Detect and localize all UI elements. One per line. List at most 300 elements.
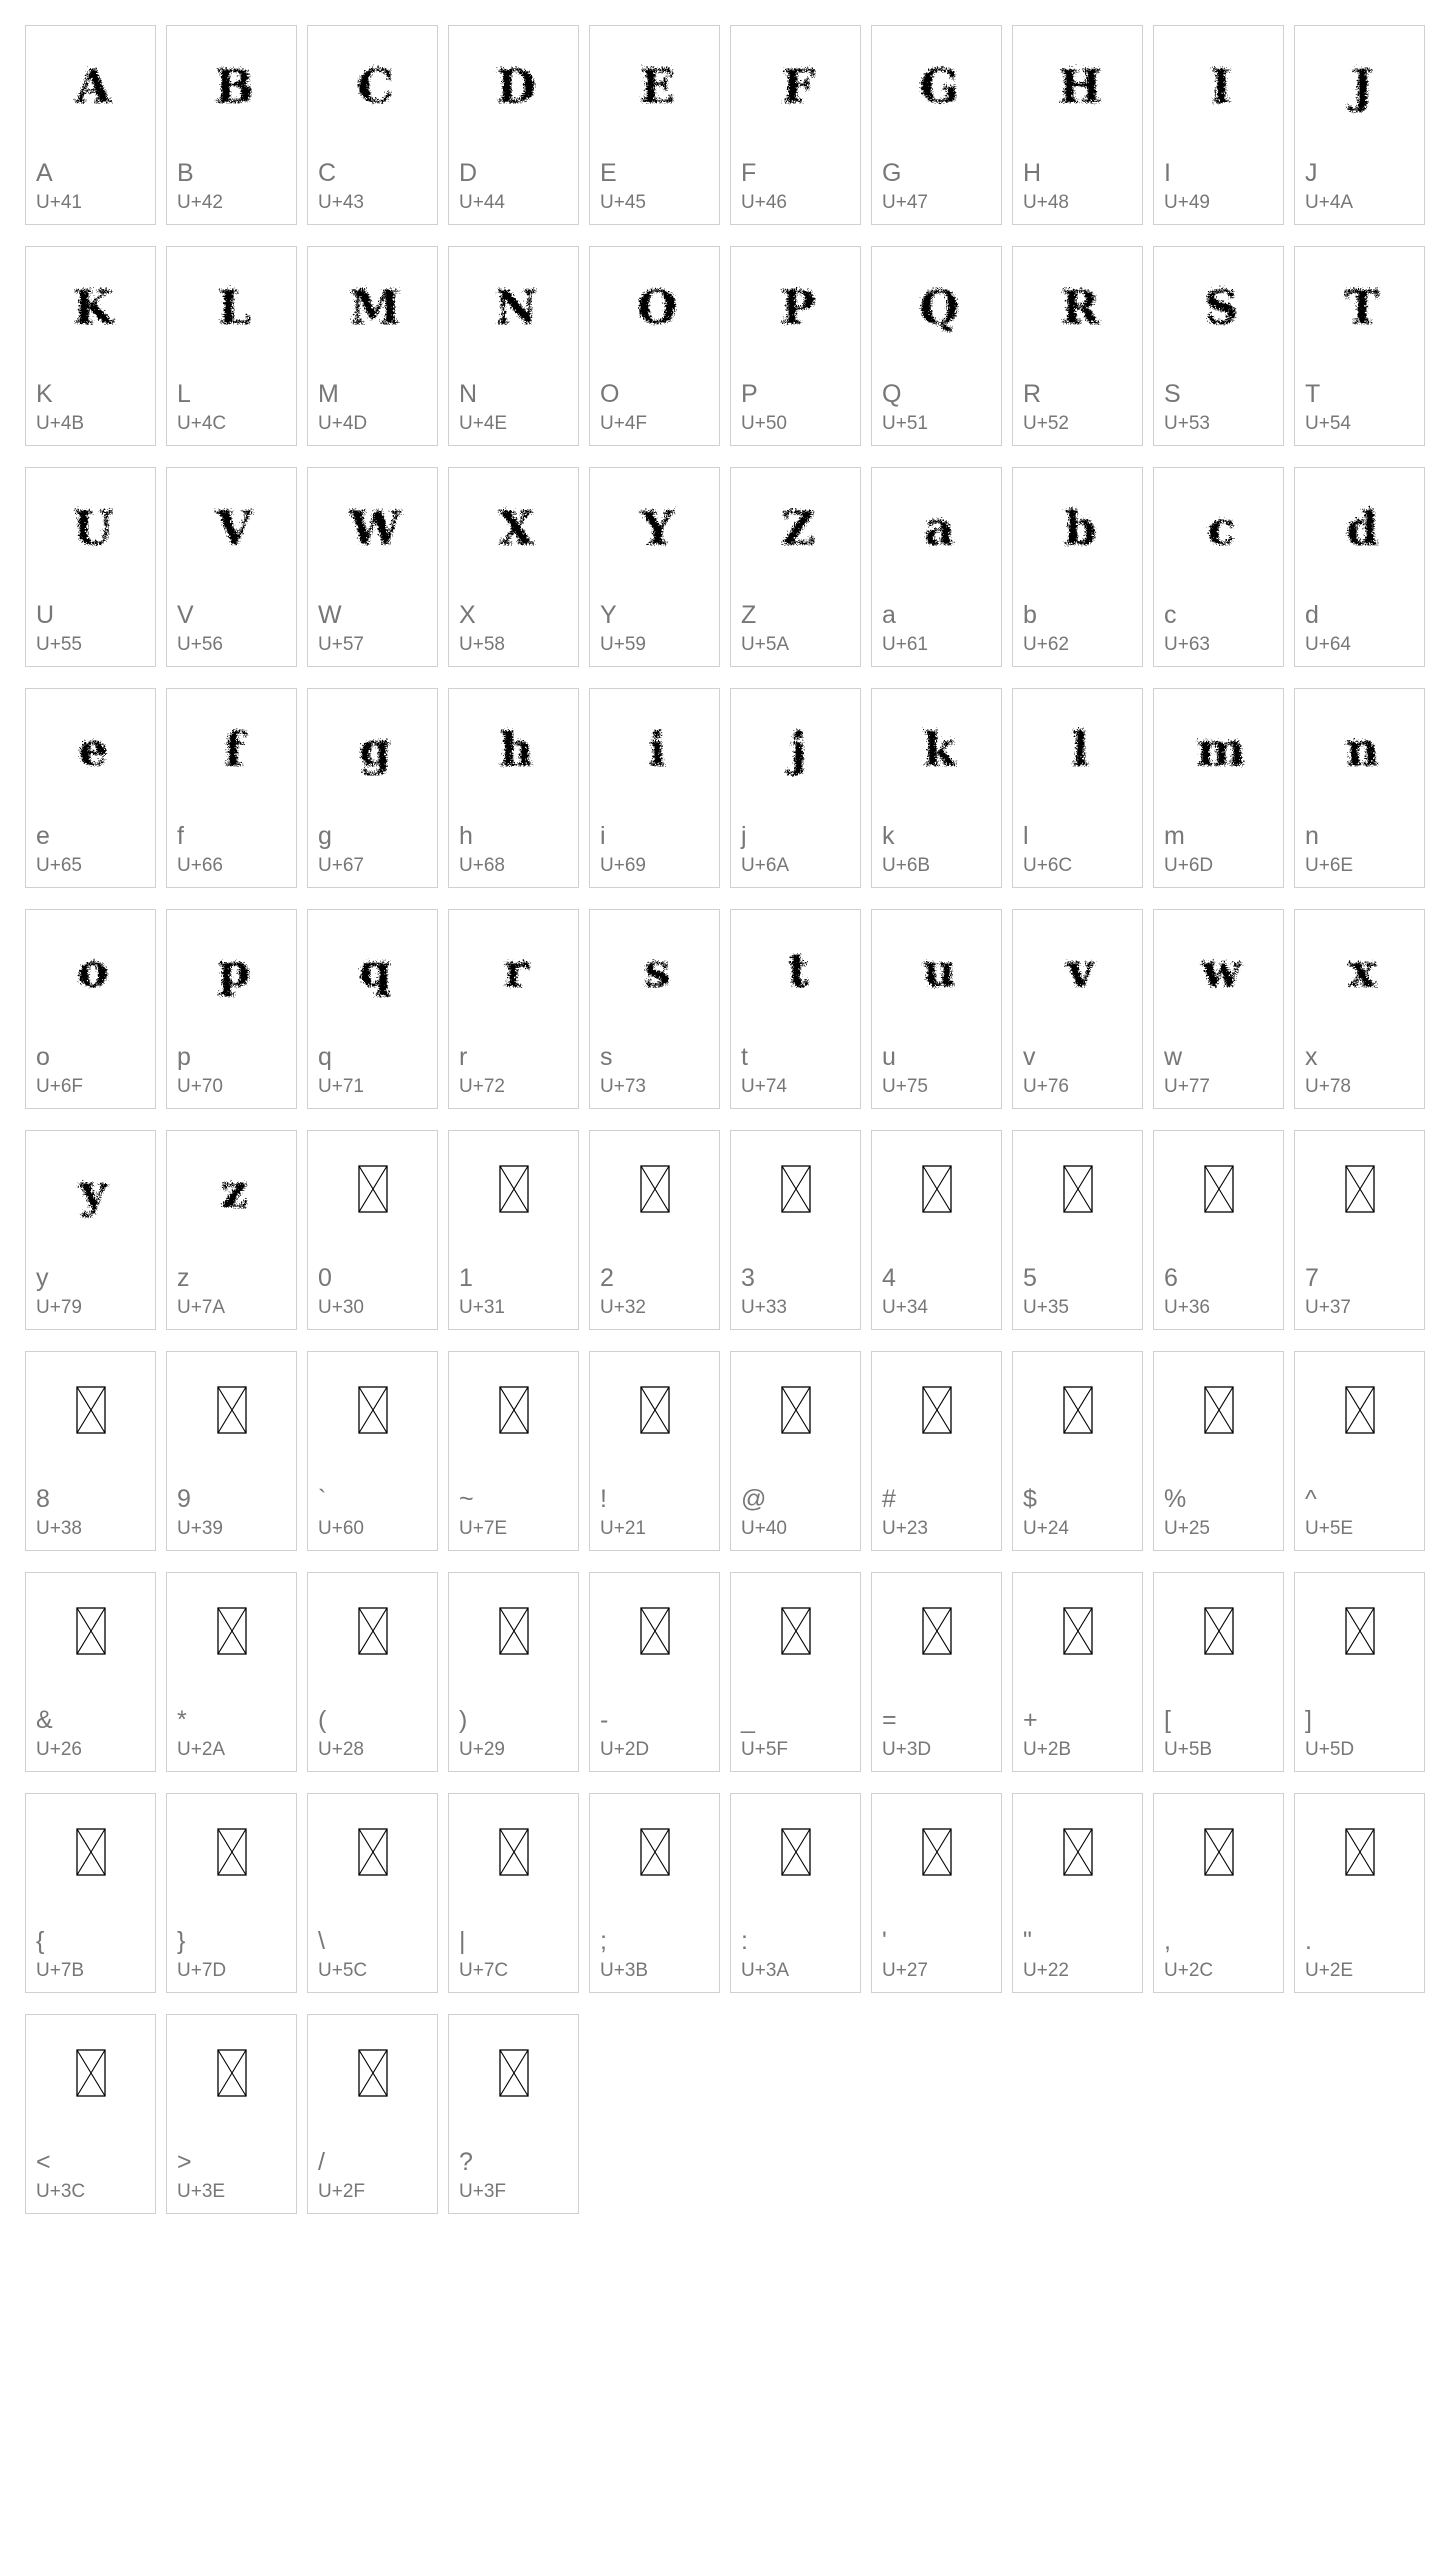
char-label: J [1305,159,1318,187]
jagged-glyph-icon [167,44,296,124]
char-label: l [1023,822,1029,850]
glyph-cell [448,2014,579,2214]
char-label: 2 [600,1264,614,1292]
char-label: t [741,1043,748,1071]
jagged-glyph-icon [167,1149,296,1229]
char-label: Q [882,380,902,408]
glyph-sample: b [1061,499,1094,553]
glyph-cell [25,1793,156,1993]
missing-glyph-box-icon [1013,1149,1142,1229]
glyph-cell [1012,25,1143,225]
char-label: S [1164,380,1181,408]
missing-glyph-box-icon [1013,1370,1142,1450]
missing-glyph-box-icon [1295,1591,1424,1671]
char-label: { [36,1927,45,1955]
codepoint-label: U+67 [318,855,364,876]
glyph-sample: P [778,278,813,332]
glyph-sample: G [916,57,957,111]
missing-glyph-box-icon [308,2033,437,2113]
char-label: E [600,159,617,187]
glyph-sample: o [75,941,106,995]
char-label: " [1023,1927,1032,1955]
codepoint-label: U+54 [1305,413,1351,434]
jagged-glyph-icon [590,928,719,1008]
jagged-glyph-icon [449,928,578,1008]
glyph-cell [166,1572,297,1772]
glyph-sample: F [779,57,812,111]
char-label: ; [600,1927,607,1955]
char-label: ( [318,1706,327,1734]
codepoint-label: U+68 [459,855,505,876]
codepoint-label: U+47 [882,192,928,213]
glyph-sample: R [1058,278,1097,332]
missing-glyph-box-icon [449,1591,578,1671]
jagged-glyph-icon [1154,44,1283,124]
char-label: k [882,822,895,850]
glyph-cell [1153,246,1284,446]
glyph-cell [307,246,438,446]
glyph-sample: g [356,720,389,774]
codepoint-label: U+7E [459,1518,508,1539]
glyph-cell [1153,1351,1284,1551]
char-label: h [459,822,473,850]
missing-glyph-box-icon [590,1370,719,1450]
codepoint-label: U+3F [459,2181,506,2202]
glyph-cell [1153,467,1284,667]
codepoint-label: U+42 [177,192,223,213]
codepoint-label: U+5B [1164,1739,1213,1760]
char-label: I [1164,159,1171,187]
codepoint-label: U+4E [459,413,508,434]
glyph-cell [730,909,861,1109]
jagged-glyph-icon [590,486,719,566]
missing-glyph-box-icon [590,1591,719,1671]
glyph-sample: V [213,499,250,553]
glyph-cell [1153,909,1284,1109]
glyph-cell [448,1572,579,1772]
codepoint-label: U+78 [1305,1076,1351,1097]
glyph-cell [166,2014,297,2214]
codepoint-label: U+43 [318,192,364,213]
char-label: 5 [1023,1264,1037,1292]
codepoint-label: U+4A [1305,192,1354,213]
char-label: * [177,1706,187,1734]
char-label: D [459,159,478,187]
codepoint-label: U+21 [600,1518,646,1539]
codepoint-label: U+38 [36,1518,82,1539]
missing-glyph-box-icon [167,1591,296,1671]
glyph-cell [871,1793,1002,1993]
codepoint-label: U+34 [882,1297,928,1318]
codepoint-label: U+6E [1305,855,1354,876]
codepoint-label: U+5E [1305,1518,1354,1539]
glyph-sample: X [495,499,532,553]
char-label: L [177,380,191,408]
jagged-glyph-icon [1154,486,1283,566]
glyph-cell [1153,688,1284,888]
glyph-cell [1012,246,1143,446]
glyph-cell [1294,688,1425,888]
jagged-glyph-icon [308,928,437,1008]
glyph-cell [1294,246,1425,446]
codepoint-label: U+75 [882,1076,928,1097]
missing-glyph-box-icon [449,1812,578,1892]
glyph-sample: S [1201,278,1236,332]
glyph-cell [730,1351,861,1551]
missing-glyph-box-icon [731,1591,860,1671]
char-label: : [741,1927,748,1955]
char-label: $ [1023,1485,1037,1513]
codepoint-label: U+50 [741,413,787,434]
missing-glyph-box-icon [872,1370,1001,1450]
glyph-cell [1153,1130,1284,1330]
char-label: \ [318,1927,325,1955]
glyph-sample: i [645,720,664,774]
char-label: x [1305,1043,1318,1071]
codepoint-label: U+2F [318,2181,365,2202]
jagged-glyph-icon [590,44,719,124]
char-label: ` [318,1485,327,1513]
codepoint-label: U+3D [882,1739,932,1760]
codepoint-label: U+52 [1023,413,1069,434]
codepoint-label: U+51 [882,413,928,434]
jagged-glyph-icon [167,928,296,1008]
jagged-glyph-icon [731,486,860,566]
jagged-glyph-icon [1154,928,1283,1008]
glyph-cell [1294,1572,1425,1772]
glyph-cell [589,1793,720,1993]
char-label: w [1164,1043,1183,1071]
codepoint-label: U+77 [1164,1076,1210,1097]
char-label: b [1023,601,1037,629]
codepoint-label: U+32 [600,1297,646,1318]
codepoint-label: U+5F [741,1739,788,1760]
glyph-cell [166,467,297,667]
codepoint-label: U+6C [1023,855,1073,876]
glyph-sample: x [1345,941,1374,995]
char-label: _ [741,1706,755,1734]
missing-glyph-box-icon [1295,1149,1424,1229]
codepoint-label: U+76 [1023,1076,1069,1097]
codepoint-label: U+72 [459,1076,505,1097]
codepoint-label: U+4B [36,413,85,434]
glyph-cell [589,1130,720,1330]
jagged-glyph-icon [1013,928,1142,1008]
glyph-cell [1012,688,1143,888]
char-label: 9 [177,1485,191,1513]
missing-glyph-box-icon [1154,1149,1283,1229]
glyph-sample: Q [916,278,957,332]
glyph-cell [730,1793,861,1993]
glyph-cell [1294,467,1425,667]
jagged-glyph-icon [731,44,860,124]
codepoint-label: U+5D [1305,1739,1355,1760]
glyph-cell [166,909,297,1109]
glyph-sample: I [1207,57,1230,111]
char-label: s [600,1043,613,1071]
char-label: + [1023,1706,1038,1734]
char-label: | [459,1927,466,1955]
char-label: ~ [459,1485,474,1513]
codepoint-label: U+41 [36,192,82,213]
jagged-glyph-icon [308,707,437,787]
char-label: B [177,159,194,187]
codepoint-label: U+23 [882,1518,928,1539]
missing-glyph-box-icon [872,1591,1001,1671]
glyph-cell [589,246,720,446]
glyph-sample: e [75,720,106,774]
glyph-sample: E [636,57,673,111]
glyph-cell [730,1130,861,1330]
codepoint-label: U+64 [1305,634,1351,655]
char-label: / [318,2148,325,2176]
glyph-cell [871,1351,1002,1551]
glyph-cell [730,688,861,888]
char-label: % [1164,1485,1187,1513]
char-label: [ [1164,1706,1171,1734]
missing-glyph-box-icon [1154,1370,1283,1450]
glyph-sample: U [70,499,111,553]
glyph-sample: W [346,499,399,553]
codepoint-label: U+45 [600,192,646,213]
char-label: G [882,159,902,187]
codepoint-label: U+74 [741,1076,787,1097]
glyph-cell [25,1572,156,1772]
codepoint-label: U+69 [600,855,646,876]
missing-glyph-box-icon [731,1370,860,1450]
codepoint-label: U+58 [459,634,505,655]
glyph-cell [730,25,861,225]
glyph-cell [25,246,156,446]
jagged-glyph-icon [167,265,296,345]
glyph-sample: y [77,1162,104,1216]
codepoint-label: U+5A [741,634,790,655]
jagged-glyph-icon [872,265,1001,345]
glyph-sample: w [1198,941,1239,995]
missing-glyph-box-icon [26,1812,155,1892]
glyph-sample: h [496,720,531,774]
codepoint-label: U+33 [741,1297,787,1318]
jagged-glyph-icon [26,928,155,1008]
char-label: ] [1305,1706,1312,1734]
char-label: a [882,601,896,629]
glyph-sample: l [1068,720,1087,774]
glyph-cell [1012,1572,1143,1772]
glyph-cell [589,1351,720,1551]
glyph-sample: d [1343,499,1376,553]
missing-glyph-box-icon [731,1812,860,1892]
glyph-cell [448,467,579,667]
glyph-cell [307,1351,438,1551]
missing-glyph-box-icon [308,1591,437,1671]
char-label: z [177,1264,190,1292]
char-label: 8 [36,1485,50,1513]
glyph-cell [25,2014,156,2214]
jagged-glyph-icon [1295,707,1424,787]
glyph-cell [25,1351,156,1551]
char-label: O [600,380,620,408]
glyph-cell [1153,1572,1284,1772]
missing-glyph-box-icon [167,1812,296,1892]
glyph-cell [448,688,579,888]
glyph-cell [871,1130,1002,1330]
char-label: W [318,601,342,629]
codepoint-label: U+6A [741,855,790,876]
glyph-cell [166,1793,297,1993]
glyph-cell [25,688,156,888]
char-label: V [177,601,194,629]
codepoint-label: U+26 [36,1739,82,1760]
glyph-cell [166,688,297,888]
codepoint-label: U+4F [600,413,647,434]
glyph-cell [307,688,438,888]
codepoint-label: U+73 [600,1076,646,1097]
codepoint-label: U+3A [741,1960,790,1981]
char-label: # [882,1485,896,1513]
char-label: j [741,822,747,850]
glyph-cell [166,1351,297,1551]
jagged-glyph-icon [731,265,860,345]
glyph-cell [1153,1793,1284,1993]
char-label: . [1305,1927,1312,1955]
codepoint-label: U+24 [1023,1518,1069,1539]
glyph-sample: A [72,57,109,111]
char-label: U [36,601,55,629]
codepoint-label: U+7C [459,1960,509,1981]
glyph-sample: k [920,720,953,774]
missing-glyph-box-icon [731,1149,860,1229]
glyph-sample: u [919,941,954,995]
glyph-sample: f [221,720,242,774]
codepoint-label: U+3C [36,2181,86,2202]
missing-glyph-box-icon [308,1812,437,1892]
missing-glyph-box-icon [449,2033,578,2113]
glyph-cell [871,246,1002,446]
char-label: } [177,1927,186,1955]
jagged-glyph-icon [1295,486,1424,566]
jagged-glyph-icon [590,265,719,345]
jagged-glyph-icon [1295,928,1424,1008]
char-label: Y [600,601,617,629]
jagged-glyph-icon [449,707,578,787]
glyph-cell [730,467,861,667]
char-label: M [318,380,339,408]
char-label: ? [459,2148,473,2176]
jagged-glyph-icon [449,486,578,566]
glyph-cell [589,1572,720,1772]
char-label: R [1023,380,1042,408]
codepoint-label: U+63 [1164,634,1210,655]
jagged-glyph-icon [1154,265,1283,345]
char-label: & [36,1706,53,1734]
missing-glyph-box-icon [872,1812,1001,1892]
jagged-glyph-icon [1295,265,1424,345]
missing-glyph-box-icon [308,1149,437,1229]
glyph-cell [448,1793,579,1993]
jagged-glyph-icon [872,928,1001,1008]
codepoint-label: U+61 [882,634,928,655]
codepoint-label: U+2E [1305,1960,1354,1981]
char-label: f [177,822,184,850]
char-label: ^ [1305,1485,1317,1513]
missing-glyph-box-icon [590,1149,719,1229]
codepoint-label: U+2B [1023,1739,1072,1760]
glyph-sample: a [921,499,952,553]
char-label: g [318,822,332,850]
jagged-glyph-icon [167,707,296,787]
jagged-glyph-icon [449,265,578,345]
codepoint-label: U+2A [177,1739,226,1760]
codepoint-label: U+62 [1023,634,1069,655]
jagged-glyph-icon [872,486,1001,566]
char-label: 0 [318,1264,332,1292]
glyph-grid [25,25,1425,2214]
char-label: ! [600,1485,607,1513]
missing-glyph-box-icon [1013,1591,1142,1671]
missing-glyph-box-icon [590,1812,719,1892]
glyph-cell [1012,909,1143,1109]
codepoint-label: U+44 [459,192,505,213]
codepoint-label: U+30 [318,1297,364,1318]
glyph-cell [1153,25,1284,225]
char-label: d [1305,601,1319,629]
codepoint-label: U+60 [318,1518,364,1539]
glyph-sample: q [356,941,389,995]
missing-glyph-box-icon [449,1370,578,1450]
glyph-cell [589,25,720,225]
char-label: @ [741,1485,767,1513]
glyph-sample: C [354,57,391,111]
glyph-cell [1294,1130,1425,1330]
jagged-glyph-icon [731,707,860,787]
glyph-sample: H [1055,57,1100,111]
char-label: > [177,2148,192,2176]
codepoint-label: U+6B [882,855,931,876]
jagged-glyph-icon [872,44,1001,124]
char-label: v [1023,1043,1036,1071]
glyph-cell [166,25,297,225]
char-label: r [459,1043,468,1071]
jagged-glyph-icon [26,1149,155,1229]
jagged-glyph-icon [1154,707,1283,787]
char-label: o [36,1043,50,1071]
glyph-cell [730,1572,861,1772]
char-label: K [36,380,53,408]
char-label: 3 [741,1264,755,1292]
codepoint-label: U+53 [1164,413,1210,434]
char-label: i [600,822,606,850]
jagged-glyph-icon [26,486,155,566]
glyph-cell [1012,467,1143,667]
char-label: q [318,1043,332,1071]
codepoint-label: U+49 [1164,192,1210,213]
glyph-sample: Z [778,499,813,553]
char-label: ' [882,1927,887,1955]
glyph-sample: z [218,1162,245,1216]
glyph-cell [1294,909,1425,1109]
codepoint-label: U+4C [177,413,227,434]
codepoint-label: U+70 [177,1076,223,1097]
jagged-glyph-icon [167,486,296,566]
jagged-glyph-icon [1013,265,1142,345]
glyph-sample: t [784,941,807,995]
char-label: - [600,1706,609,1734]
char-label: e [36,822,50,850]
glyph-cell [589,909,720,1109]
codepoint-label: U+3E [177,2181,226,2202]
char-label: N [459,380,478,408]
codepoint-label: U+29 [459,1739,505,1760]
